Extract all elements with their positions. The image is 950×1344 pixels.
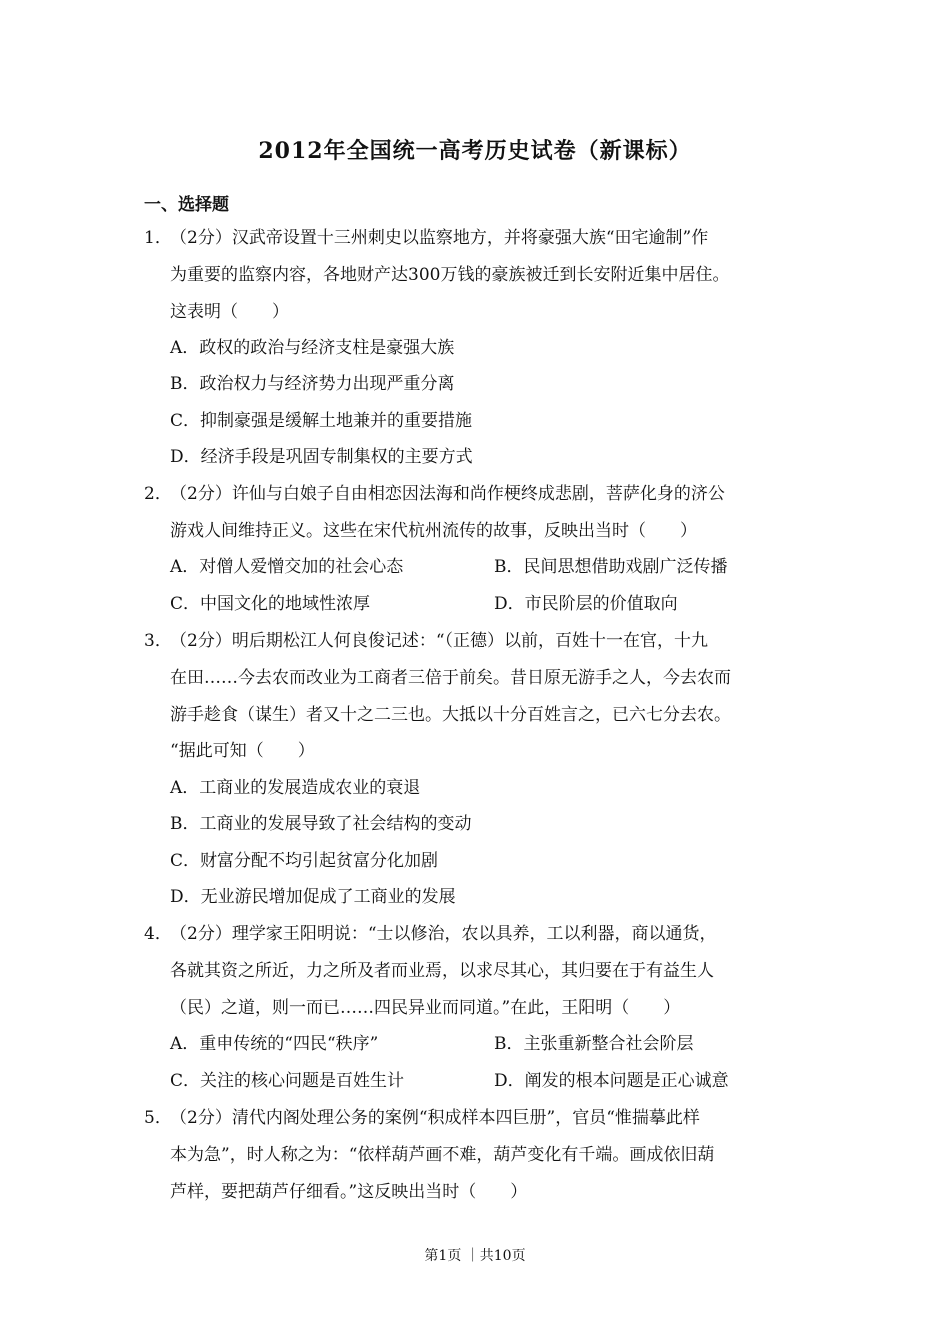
section-heading: 一、选择题	[144, 195, 229, 215]
question-text-line: 本为急”，时人称之为：“依样葫芦画不难，葫芦变化有千端。画成依旧葫	[170, 1145, 715, 1165]
option-b: B．工商业的发展导致了社会结构的变动	[170, 814, 472, 834]
question-number: 2．	[144, 484, 172, 504]
question-text-line: 在田……今去农而改业为工商者三倍于前矣。昔日原无游手之人，今去农而	[170, 668, 731, 688]
option-c: C．中国文化的地域性浓厚	[170, 594, 371, 614]
question-number: 4．	[144, 924, 172, 944]
option-c: C．关注的核心问题是百姓生计	[170, 1071, 405, 1091]
question-text-line: 游戏人间维持正义。这些在宋代杭州流传的故事，反映出当时（ ）	[170, 521, 697, 541]
question-text-line: 芦样，要把葫芦仔细看。”这反映出当时（ ）	[170, 1182, 528, 1202]
question-text-line: （2分）许仙与白娘子自由相恋因法海和尚作梗终成悲剧，菩萨化身的济公	[170, 484, 725, 504]
option-b: B．政治权力与经济势力出现严重分离	[170, 374, 455, 394]
option-a: A．工商业的发展造成农业的衰退	[170, 778, 421, 798]
option-a: A．政权的政治与经济支柱是豪强大族	[170, 338, 455, 358]
question-text-line: （2分）汉武帝设置十三州刺史以监察地方，并将豪强大族“田宅逾制”作	[170, 228, 709, 248]
page-title: 2012年全国统一高考历史试卷（新课标）	[258, 138, 692, 164]
question-text-line: 各就其资之所近，力之所及者而业焉，以求尽其心，其归要在于有益生人	[170, 961, 714, 981]
option-d: D．阐发的根本问题是正心诚意	[494, 1071, 729, 1091]
question-number: 3．	[144, 631, 172, 651]
option-d: D．无业游民增加促成了工商业的发展	[170, 887, 456, 907]
option-a: A．重申传统的“四民“秩序”	[170, 1034, 379, 1054]
page-footer: 第1页 ｜共10页	[424, 1248, 526, 1264]
option-d: D．市民阶层的价值取向	[494, 594, 678, 614]
option-d: D．经济手段是巩固专制集权的主要方式	[170, 447, 473, 467]
option-a: A．对僧人爱憎交加的社会心态	[170, 557, 404, 577]
question-number: 1．	[144, 228, 172, 248]
option-b: B．民间思想借助戏剧广泛传播	[494, 557, 728, 577]
question-text-line: 这表明（ ）	[170, 302, 289, 322]
question-text-line: （2分）明后期松江人何良俊记述：“（正德）以前，百姓十一在官，十九	[170, 631, 709, 651]
question-text-line: （2分）清代内阁处理公务的案例“积成样本四巨册”，官员“惟揣摹此样	[170, 1108, 700, 1128]
question-text-line: （民）之道，则一而已……四民异业而同道。”在此，王阳明（ ）	[170, 998, 681, 1018]
question-number: 5．	[144, 1108, 172, 1128]
option-c: C．抑制豪强是缓解土地兼并的重要措施	[170, 411, 473, 431]
question-text-line: （2分）理学家王阳明说：“士以修治，农以具养，工以利器，商以通货，	[170, 924, 717, 944]
question-text-line: “据此可知（ ）	[170, 741, 315, 761]
question-text-line: 游手趁食（谋生）者又十之二三也。大抵以十分百姓言之，已六七分去农。	[170, 705, 731, 725]
question-text-line: 为重要的监察内容，各地财产达300万钱的豪族被迁到长安附近集中居住。	[170, 265, 730, 285]
option-b: B．主张重新整合社会阶层	[494, 1034, 694, 1054]
option-c: C．财富分配不均引起贫富分化加剧	[170, 851, 439, 871]
